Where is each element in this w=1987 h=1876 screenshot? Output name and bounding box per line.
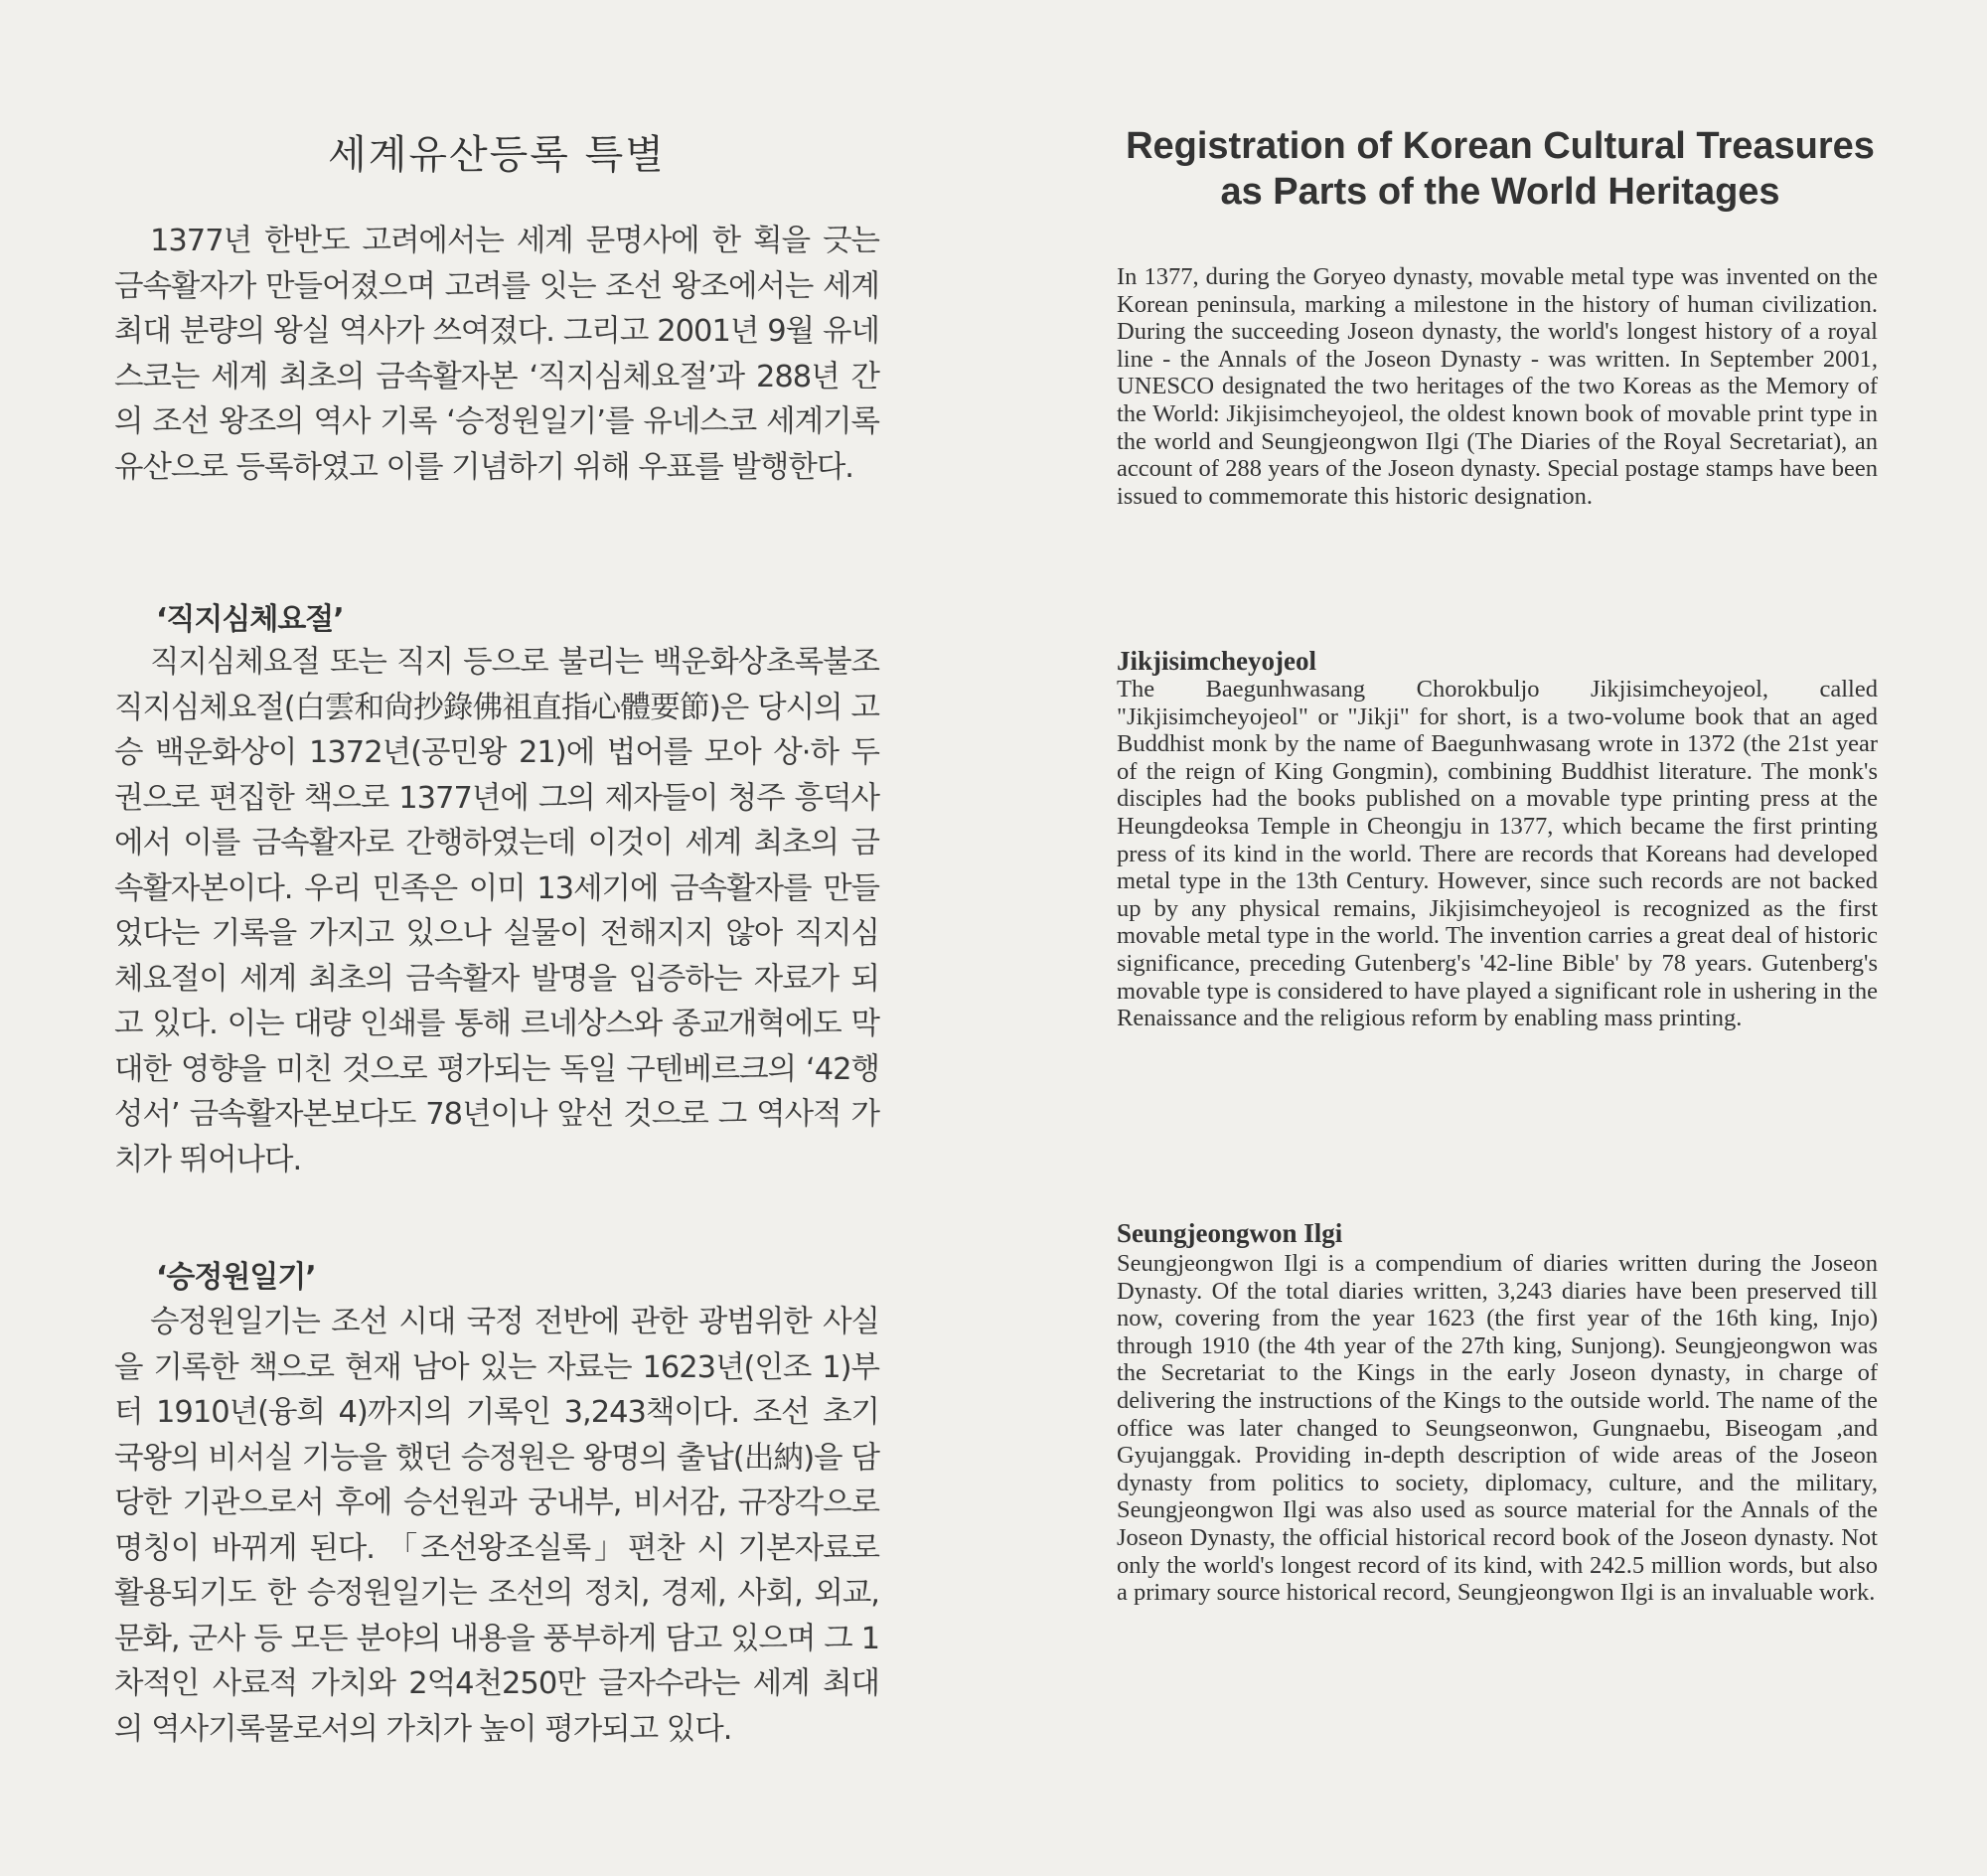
korean-jikji-paragraph: 직지심체요절 또는 직지 등으로 불리는 백운화상초록불조직지심체요절(白雲和尙抄錄佛祖直指心體要節)은 당시의 고승 백운화상이 1372년(공민왕 21)에 법어를 모아 상·하 두 권으로 편집한 책으로 1377년에 그의 제자들이 청주 흥덕사에서 이를 금속활자로 간행하였는데 이것이 세계 최초의 금속활자본이다. 우리 민족은 이미 13세기에 금속활자를 만들었다는 기록을 가지고 있으나 실물이 전해지지 않아 직지심체요절이 세계 최초의 금속활자 발명을 입증하는 자료가 되고 있다. 이는 대량 인쇄를 통해 르네상스와 종교개혁에도 막대한 영향을 미친 것으로 평가되는 독일 구텐베르크의 ‘42행 성서’ 금속활자본보다도 78년이나 앞선 것으로 그 역사적 가치가 뛰어나다. (114, 645, 879, 1177)
english-section-heading-seungjeongwon: Seungjeongwon Ilgi (1117, 1218, 1343, 1248)
english-intro-paragraph: In 1377, during the Goryeo dynasty, movable metal type was invented on the Korean peninsula, marking a milestone in the history of human civilization. During the succeeding Joseon dynasty, the world's longest history of a royal line - the Annals of the Joseon Dynasty - was written. In September 2001, UNESCO designated the two heritages of the two Koreas as the Memory of the World: Jikjisimcheyojeol, the oldest known book of movable print type in the world and Seungjeongwon Ilgi (The Diaries of the Royal Secretariat), an account of 288 years of the Joseon dynasty. Special postage stamps have been issued to commemorate this historic designation. (1117, 263, 1878, 510)
english-section-heading-jikji: Jikjisimcheyojeol (1117, 646, 1316, 676)
korean-section-heading-jikji: ‘직지심체요절’ (156, 602, 344, 637)
english-title-line-2: as Parts of the World Heritages (1220, 171, 1780, 213)
korean-title: 세계유산등록 특별 (328, 132, 666, 178)
korean-intro-paragraph: 1377년 한반도 고려에서는 세계 문명사에 한 획을 긋는 금속활자가 만들어졌으며 고려를 잇는 조선 왕조에서는 세계 최대 분량의 왕실 역사가 쓰여졌다. 그리고 2001년 9월 유네스코는 세계 최초의 금속활자본 ‘직지심체요절’과 288년 간의 조선 왕조의 역사 기록 ‘승정원일기’를 유네스코 세계기록유산으로 등록하였고 이를 기념하기 위해 우표를 발행한다. (114, 224, 879, 485)
english-title (1103, 123, 1898, 215)
korean-seungjeongwon-paragraph: 승정원일기는 조선 시대 국정 전반에 관한 광범위한 사실을 기록한 책으로 현재 남아 있는 자료는 1623년(인조 1)부터 1910년(융희 4)까지의 기록인 3,243책이다. 조선 초기 국왕의 비서실 기능을 했던 승정원은 왕명의 출납(出納)을 담당한 기관으로서 후에 승선원과 궁내부, 비서감, 규장각으로 명칭이 바뀌게 된다. 「조선왕조실록」편찬 시 기본자료로 활용되기도 한 승정원일기는 조선의 정치, 경제, 사회, 외교, 문화, 군사 등 모든 분야의 내용을 풍부하게 담고 있으며 그 1차적인 사료적 가치와 2억4천250만 글자수라는 세계 최대의 역사기록물로서의 가치가 높이 평가되고 있다. (114, 1305, 879, 1747)
english-jikji-paragraph: The Baegunhwasang Chorokbuljo Jikjisimcheyojeol, called "Jikjisimcheyojeol" or "Jikji" for short, is a two-volume book that an aged Buddhist monk by the name of Baegunhwasang wrote in 1372 (the 21st year of the reign of King Gongmin), combining Buddhist literature. The monk's disciples had the books published on a movable type printing press at the Heungdeoksa Temple in Cheongju in 1377, which became the first printing press of its kind in the world. There are records that Koreans had developed metal type in the 13th Century. However, since such records are not backed up by any physical remains, Jikjisimcheyojeol is recognized as the first movable metal type in the world. The invention carries a great deal of historic significance, preceding Gutenberg's '42-line Bible' by 78 years. Gutenberg's movable type is considered to have played a significant role in ushering in the Renaissance and the religious reform by enabling mass printing. (1117, 676, 1878, 1032)
english-seungjeongwon-paragraph: Seungjeongwon Ilgi is a compendium of diaries written during the Joseon Dynasty. Of the total diaries written, 3,243 diaries have been preserved till now, covering from the year 1623 (the first year of the 16th king, Injo) through 1910 (the 4th year of the 27th king, Sunjong). Seungjeongwon was the Secretariat to the Kings in the early Joseon dynasty, in charge of delivering the instructions of the Kings to the outside world. The name of the office was later changed to Seungseonwon, Gungnaebu, Biseogam ,and Gyujanggak. Providing in-depth description of wide areas of the Joseon dynasty from politics to society, diplomacy, culture, and the military, Seungjeongwon Ilgi was also used as source material for the Annals of the Joseon Dynasty, the official historical record book of the Joseon dynasty. Not only the world's longest record of its kind, with 242.5 million words, but also a primary source historical record, Seungjeongwon Ilgi is an invaluable work. (1117, 1250, 1878, 1607)
english-title-line-1: Registration of Korean Cultural Treasures (1126, 125, 1875, 167)
korean-section-heading-seungjeongwon: ‘승정원일기’ (156, 1260, 316, 1295)
